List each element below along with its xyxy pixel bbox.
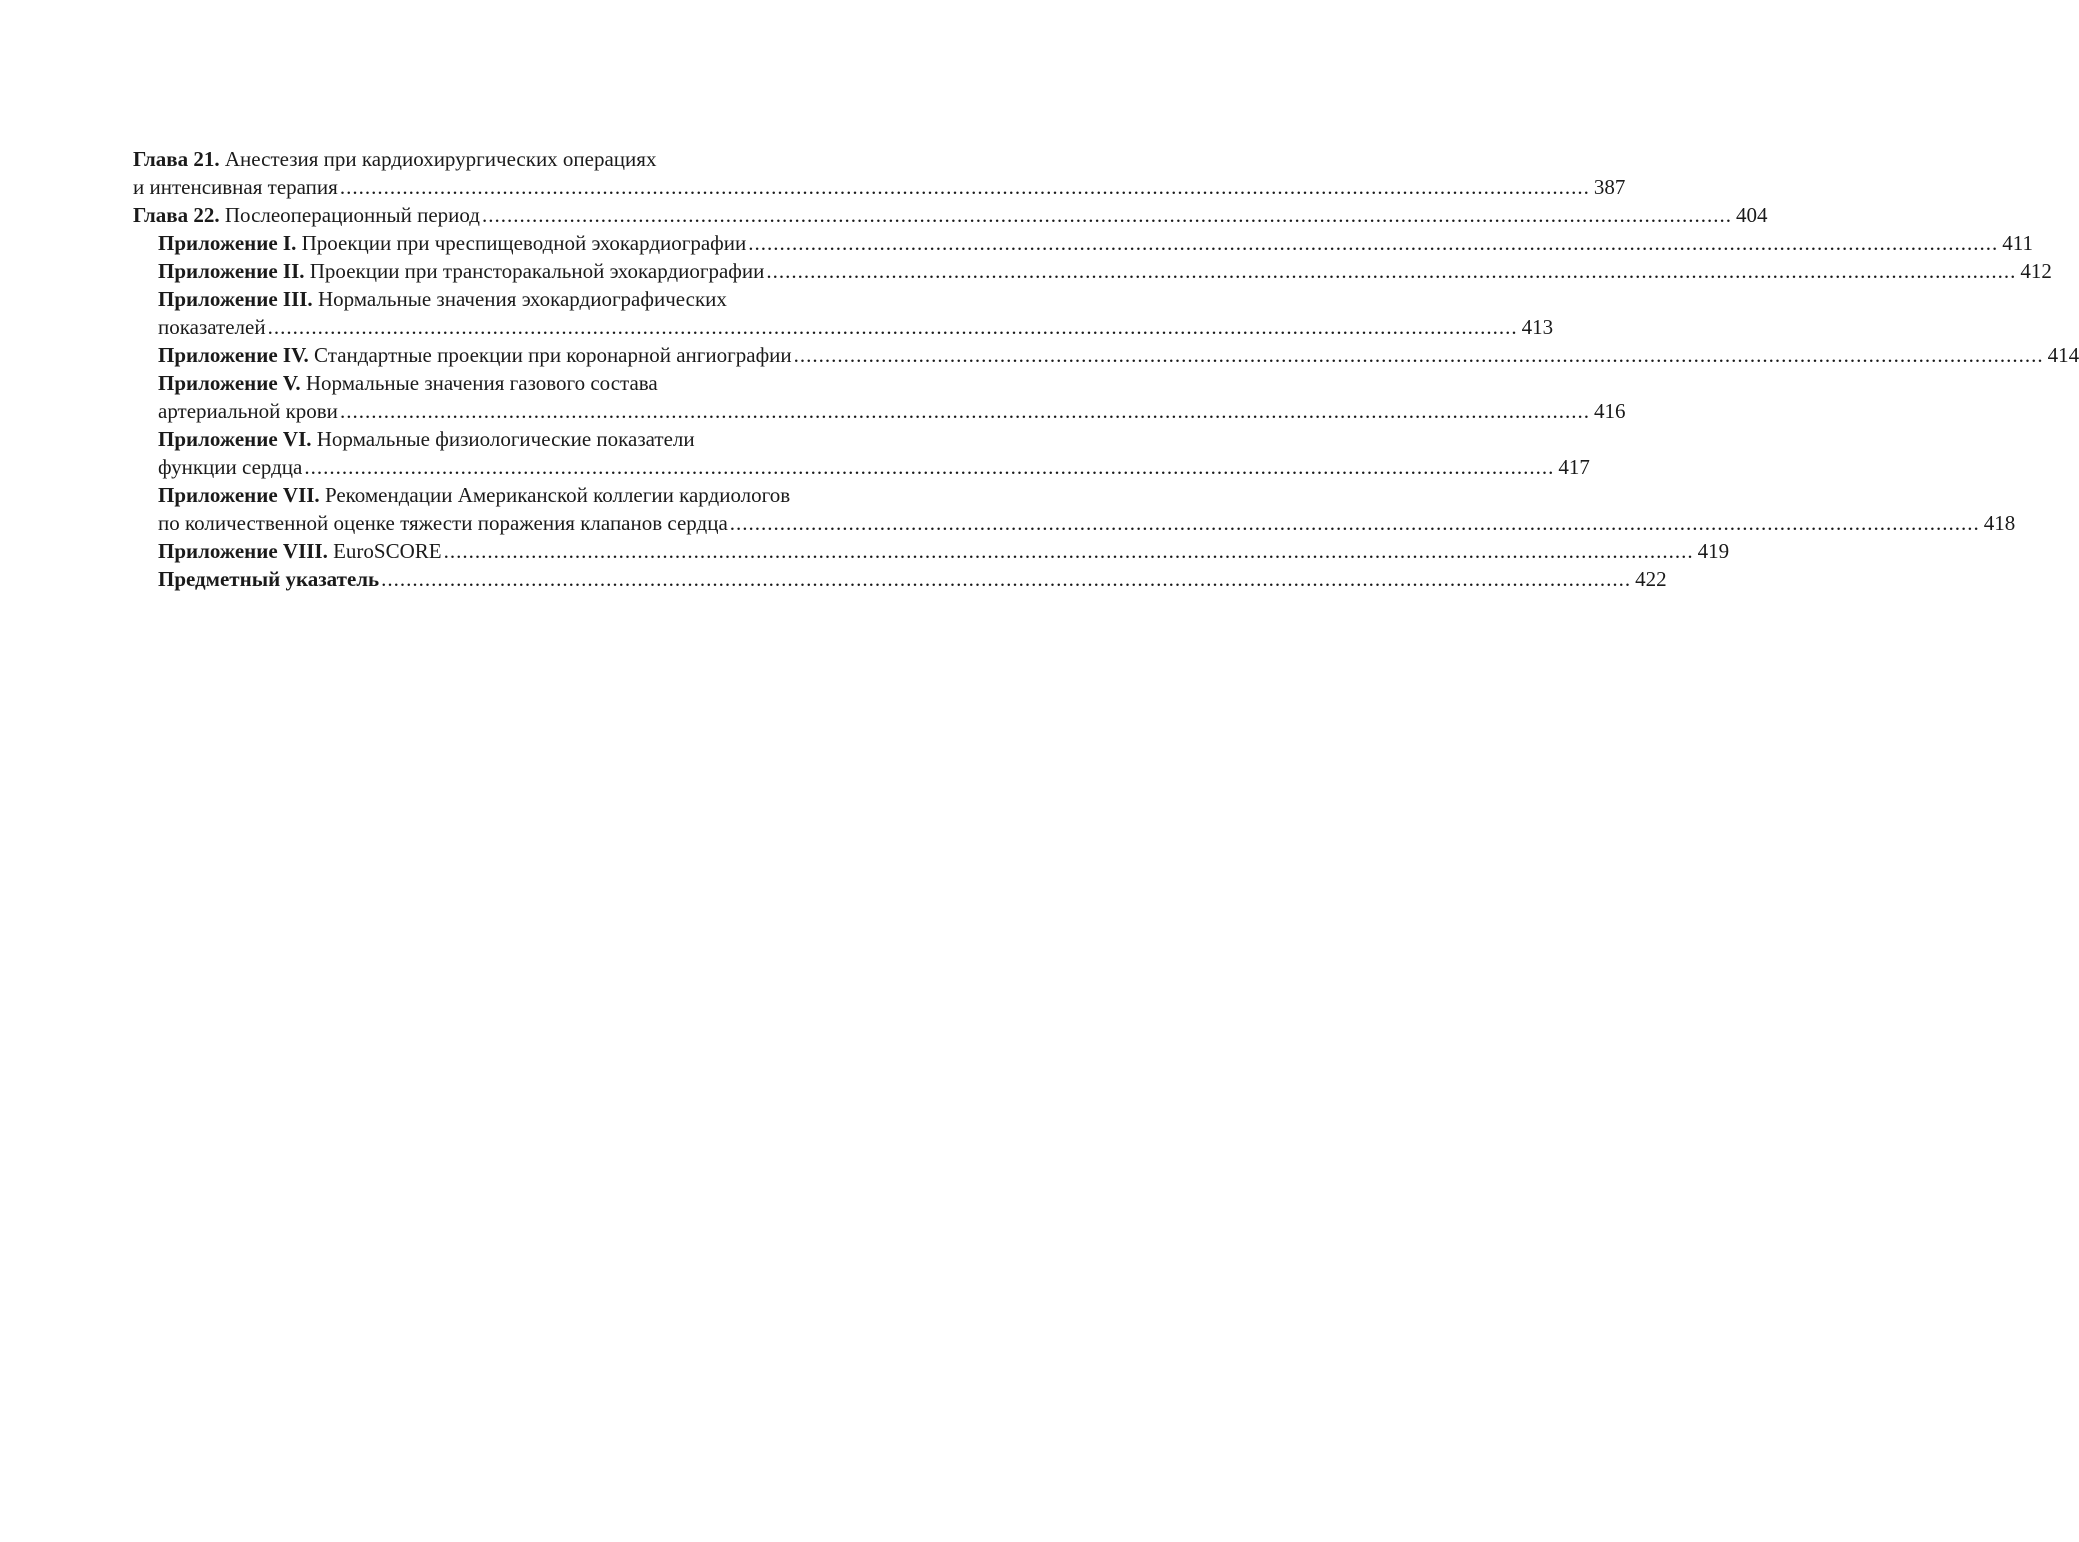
toc-entry-title-line-2: и интенсивная терапия (133, 175, 338, 199)
dot-leader: ........................................................................................................................................................................................................ (443, 539, 1694, 563)
toc-entry-chapter-22[interactable] (133, 201, 1768, 229)
toc-entry-label: Приложение I. (158, 231, 297, 255)
dot-leader: ........................................................................................................................................................................................................ (304, 455, 1555, 479)
toc-page-number: 404 (1736, 203, 1768, 227)
toc-entry-label: Приложение II. (158, 259, 305, 283)
toc-entry-title-line-1: Нормальные физиологические показатели (316, 427, 695, 451)
toc-entry-title-line-1: Стандартные проекции при коронарной ангиографии (314, 343, 792, 367)
dot-leader: ........................................................................................................................................................................................................ (766, 259, 2017, 283)
toc-entry-label: Приложение VII. (158, 483, 320, 507)
toc-entry-appendix-3[interactable] (158, 285, 1554, 341)
toc-page-number: 419 (1697, 539, 1730, 563)
toc-entry-label: Приложение VIII. (158, 539, 328, 563)
dot-leader: ........................................................................................................................................................................................................ (793, 343, 2044, 367)
toc-page-number: 411 (2002, 231, 2033, 255)
toc-entry-appendix-5[interactable] (158, 369, 1626, 425)
table-of-contents (0, 145, 2079, 593)
toc-entry-label: Глава 22. (133, 203, 220, 227)
toc-entry-title-line-2: функции сердца (158, 455, 303, 479)
toc-entry-appendix-1[interactable] (158, 229, 2033, 257)
dot-leader: ........................................................................................................................................................................................................ (482, 203, 1732, 227)
dot-leader: ........................................................................................................................................................................................................ (267, 315, 1518, 339)
dot-leader: ........................................................................................................................................................................................................ (339, 175, 1590, 199)
toc-entry-title-line-1: Послеоперационный период (224, 203, 480, 227)
toc-page-number: 412 (2020, 259, 2052, 283)
toc-page-number: 416 (1593, 399, 1626, 423)
toc-page-number: 414 (2047, 343, 2079, 367)
toc-entry-title-line-1: Рекомендации Американской коллегии кардиологов (324, 483, 791, 507)
toc-entry-title-line-1: Проекции при чреспищеводной эхокардиографии (301, 231, 747, 255)
toc-entry-appendix-6[interactable] (158, 425, 1590, 481)
toc-entry-label: Приложение IV. (158, 343, 309, 367)
toc-entry-title-line-1: Анестезия при кардиохирургических операциях (224, 147, 657, 171)
toc-entry-title-line-1: Проекции при трансторакальной эхокардиографии (309, 259, 765, 283)
toc-entry-label: Глава 21. (133, 147, 220, 171)
toc-entry-title-line-1: Нормальные значения эхокардиографических (317, 287, 727, 311)
toc-page-number: 422 (1635, 567, 1667, 591)
toc-entry-subject-index[interactable] (158, 565, 1667, 593)
dot-leader: ........................................................................................................................................................................................................ (748, 231, 1999, 255)
toc-entry-title-line-1: Нормальные значения газового состава (305, 371, 658, 395)
toc-entry-title-line-2: показателей (158, 315, 266, 339)
toc-page-number: 418 (1983, 511, 2016, 535)
toc-page-number: 417 (1558, 455, 1590, 479)
toc-page-number: 387 (1593, 175, 1626, 199)
toc-entry-label: Приложение III. (158, 287, 313, 311)
toc-page-number: 413 (1521, 315, 1554, 339)
toc-entry-appendix-8[interactable] (158, 537, 1730, 565)
toc-entry-title-line-2: по количественной оценке тяжести поражения клапанов сердца (158, 511, 728, 535)
toc-entry-appendix-2[interactable] (158, 257, 2052, 285)
toc-entry-title-line-1: EuroSCORE (333, 539, 442, 563)
toc-entry-chapter-21[interactable] (133, 145, 1626, 201)
toc-entry-appendix-7[interactable] (158, 481, 2016, 537)
dot-leader: ........................................................................................................................................................................................................ (381, 567, 1632, 591)
toc-entry-label: Приложение VI. (158, 427, 312, 451)
toc-entry-label: Приложение V. (158, 371, 301, 395)
toc-entry-appendix-4[interactable] (158, 341, 2079, 369)
toc-entry-label: Предметный указатель (158, 567, 380, 591)
dot-leader: ........................................................................................................................................................................................................ (729, 511, 1980, 535)
toc-entry-title-line-2: артериальной крови (158, 399, 338, 423)
dot-leader: ........................................................................................................................................................................................................ (339, 399, 1590, 423)
